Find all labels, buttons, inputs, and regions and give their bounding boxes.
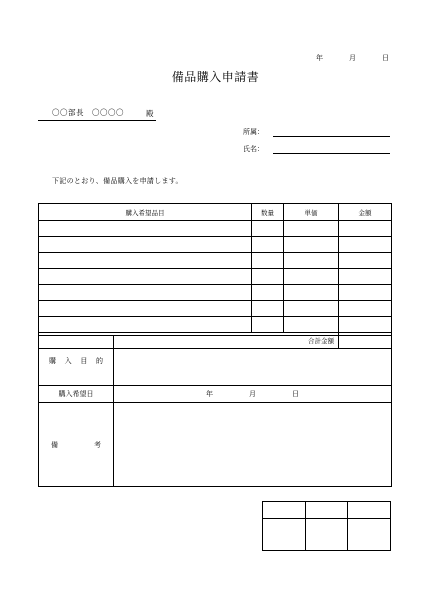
header-unit-price: 単価 xyxy=(284,204,339,221)
purpose-field[interactable] xyxy=(114,336,392,386)
approval-stamp-table xyxy=(262,501,391,551)
items-table xyxy=(38,203,392,349)
table-row xyxy=(39,285,392,301)
item-name-cell[interactable] xyxy=(39,221,252,237)
addressee-underline xyxy=(38,120,156,121)
item-name-cell[interactable] xyxy=(39,253,252,269)
purpose-label-char: 的 xyxy=(95,356,103,365)
quantity-cell[interactable] xyxy=(252,285,284,301)
unit-price-cell[interactable] xyxy=(284,237,339,253)
approval-stamp-box[interactable] xyxy=(263,519,306,551)
amount-cell[interactable] xyxy=(339,317,392,333)
addressee-honorific: 殿 xyxy=(146,109,154,118)
amount-cell[interactable] xyxy=(339,285,392,301)
quantity-cell[interactable] xyxy=(252,317,284,333)
item-name-cell[interactable] xyxy=(39,285,252,301)
date-year-label: 年 xyxy=(316,54,323,62)
item-name-cell[interactable] xyxy=(39,269,252,285)
quantity-cell[interactable] xyxy=(252,221,284,237)
unit-price-cell[interactable] xyxy=(284,269,339,285)
desired-date-label: 購入希望日 xyxy=(39,386,114,403)
approval-box-header xyxy=(348,502,391,519)
unit-price-cell[interactable] xyxy=(284,317,339,333)
remarks-label xyxy=(39,403,114,487)
details-table xyxy=(38,335,392,487)
table-row xyxy=(39,253,392,269)
item-name-cell[interactable] xyxy=(39,301,252,317)
header-item: 購入希望品目 xyxy=(39,204,252,221)
table-row xyxy=(39,237,392,253)
unit-price-cell[interactable] xyxy=(284,253,339,269)
approval-box-header xyxy=(263,502,306,519)
purpose-label-char: 購 xyxy=(49,356,56,365)
intro-text: 下記のとおり、備品購入を申請します。 xyxy=(52,177,183,185)
remarks-label-char: 考 xyxy=(94,440,101,449)
amount-cell[interactable] xyxy=(339,237,392,253)
amount-cell[interactable] xyxy=(339,221,392,237)
purpose-label-char: 目 xyxy=(80,356,88,365)
table-row xyxy=(39,221,392,237)
total-label: 合計金額 xyxy=(39,333,339,349)
unit-price-cell[interactable] xyxy=(284,221,339,237)
header-quantity: 数量 xyxy=(252,204,284,221)
table-row xyxy=(39,301,392,317)
table-row xyxy=(39,317,392,333)
quantity-cell[interactable] xyxy=(252,253,284,269)
quantity-cell[interactable] xyxy=(252,237,284,253)
quantity-cell[interactable] xyxy=(252,269,284,285)
department-label: 所属： xyxy=(243,128,264,136)
purpose-label xyxy=(39,336,114,386)
quantity-cell[interactable] xyxy=(252,301,284,317)
date-day-label: 日 xyxy=(382,54,389,62)
item-name-cell[interactable] xyxy=(39,317,252,333)
desired-day-label: 日 xyxy=(292,390,299,398)
amount-cell[interactable] xyxy=(339,269,392,285)
approval-stamp-box[interactable] xyxy=(348,519,391,551)
amount-cell[interactable] xyxy=(339,301,392,317)
department-field[interactable] xyxy=(273,136,390,137)
unit-price-cell[interactable] xyxy=(284,301,339,317)
approval-box-header xyxy=(305,502,348,519)
name-label: 氏名： xyxy=(243,145,264,153)
addressee-name: 〇〇部長 〇〇〇〇 xyxy=(52,108,124,117)
items-header-row xyxy=(39,204,392,221)
remarks-field[interactable] xyxy=(114,403,392,487)
desired-date-field[interactable] xyxy=(114,386,392,403)
item-name-cell[interactable] xyxy=(39,237,252,253)
purpose-label-char: 入 xyxy=(64,356,72,365)
desired-year-label: 年 xyxy=(206,390,213,398)
desired-date-row xyxy=(39,386,392,403)
remarks-label-char: 備 xyxy=(51,440,58,449)
name-field[interactable] xyxy=(273,153,390,154)
document-title: 備品購入申請書 xyxy=(171,70,260,84)
amount-cell[interactable] xyxy=(339,253,392,269)
date-month-label: 月 xyxy=(349,54,356,62)
header-amount: 金額 xyxy=(339,204,392,221)
remarks-row xyxy=(39,403,392,487)
purpose-row xyxy=(39,336,392,386)
table-row xyxy=(39,269,392,285)
approval-stamp-box[interactable] xyxy=(305,519,348,551)
unit-price-cell[interactable] xyxy=(284,285,339,301)
desired-month-label: 月 xyxy=(249,390,256,398)
